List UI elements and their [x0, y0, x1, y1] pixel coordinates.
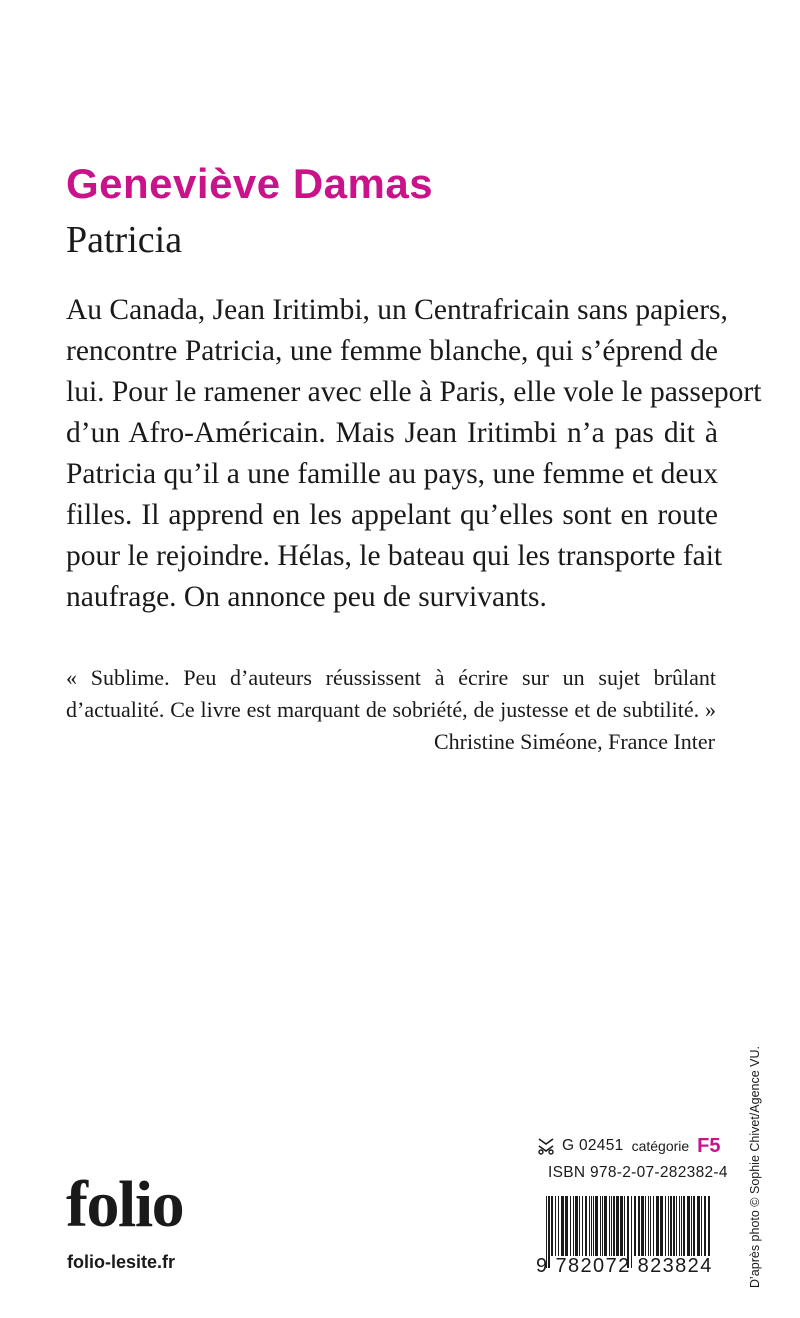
synopsis-line: lui. Pour le ramener avec elle à Paris, elle vole le passeport [66, 376, 762, 408]
category-value: F5 [697, 1134, 721, 1157]
barcode-bar [565, 1196, 568, 1256]
barcode-bar [673, 1196, 675, 1256]
barcode-bar [593, 1196, 594, 1256]
barcode-bar [691, 1196, 692, 1256]
quote-attribution: Christine Siméone, France Inter [433, 729, 715, 754]
barcode-bar [683, 1196, 685, 1256]
barcode-bar [679, 1196, 680, 1256]
barcode-bar [604, 1196, 607, 1256]
barcode-bar [570, 1196, 571, 1256]
publisher-mark-icon [536, 1137, 556, 1155]
barcode-bar [693, 1196, 695, 1256]
barcode-bar [609, 1196, 610, 1256]
barcode-bar [579, 1196, 580, 1256]
quote-line: d’actualité. Ce livre est marquant de sobriété, de justesse et de subtilité. » [66, 697, 716, 722]
category-label: catégorie [631, 1138, 690, 1154]
synopsis-line: filles. Il apprend en les appelant qu’elles sont en route [66, 499, 718, 531]
catalog-code: G 02451 [562, 1137, 624, 1154]
barcode-bar [589, 1196, 590, 1256]
barcode-bar [701, 1196, 702, 1256]
barcode-bar [681, 1196, 682, 1256]
barcode-bar [648, 1196, 649, 1256]
barcode-digits: 9 782072 823824 [536, 1255, 713, 1277]
barcode-bar [638, 1196, 640, 1256]
barcode-bar [641, 1196, 644, 1256]
barcode-bar [670, 1196, 672, 1256]
barcode-bar [602, 1196, 603, 1256]
barcode-bar [561, 1196, 564, 1256]
barcode-bar [665, 1196, 666, 1256]
synopsis-line: Patricia qu’il a une famille au pays, une femme et deux [66, 458, 718, 490]
barcode-bar [558, 1196, 559, 1256]
barcode-bar [634, 1196, 636, 1256]
book-title: Patricia [66, 219, 183, 261]
author-name: Geneviève Damas [66, 160, 434, 207]
barcode-bar [660, 1196, 663, 1256]
barcode-bar [687, 1196, 690, 1256]
barcode-bar [595, 1196, 598, 1256]
synopsis-line: naufrage. On annonce peu de survivants. [66, 581, 547, 613]
synopsis-line: Au Canada, Jean Iritimbi, un Centrafricain sans papiers, [66, 294, 728, 326]
barcode-bar [676, 1196, 677, 1256]
isbn: ISBN 978-2-07-282382-4 [548, 1164, 728, 1181]
barcode-bar [573, 1196, 574, 1256]
barcode-bar [708, 1196, 710, 1256]
barcode-bar [575, 1196, 578, 1256]
press-quote [66, 662, 716, 726]
barcode-bar [616, 1196, 619, 1256]
quote-line: « Sublime. Peu d’auteurs réussissent à écrire sur un sujet brûlant [66, 665, 716, 690]
barcode-bar [668, 1196, 669, 1256]
barcode-bar [600, 1196, 601, 1256]
barcode-bar [620, 1196, 623, 1256]
synopsis-line: rencontre Patricia, une femme blanche, qui s’éprend de [66, 335, 718, 367]
barcode-bar [585, 1196, 587, 1256]
synopsis-line: d’un Afro-Américain. Mais Jean Iritimbi n’a pas dit à [66, 417, 718, 449]
barcode-bar [704, 1196, 706, 1256]
barcode-bar [653, 1196, 654, 1256]
website-link[interactable]: folio-lesite.fr [67, 1252, 176, 1272]
photo-credit: D’après photo © Sophie Chivet/Agence VU. [748, 1046, 762, 1288]
barcode-bar [656, 1196, 659, 1256]
folio-logo: folio [66, 1168, 184, 1241]
barcode-bar [591, 1196, 592, 1256]
catalog-info [536, 1134, 728, 1186]
barcode-bar [697, 1196, 700, 1256]
barcode-bar [613, 1196, 615, 1256]
catalog-row [536, 1134, 722, 1158]
barcode-bar [555, 1196, 556, 1256]
synopsis-line: pour le rejoindre. Hélas, le bateau qui les transporte fait [66, 540, 723, 572]
barcode-bar [551, 1196, 553, 1256]
barcode-bar [650, 1196, 651, 1256]
barcode-bar [611, 1196, 612, 1256]
barcode-bar [645, 1196, 646, 1256]
barcode-bar [582, 1196, 583, 1256]
barcode-bar [624, 1196, 625, 1256]
synopsis [66, 290, 762, 618]
